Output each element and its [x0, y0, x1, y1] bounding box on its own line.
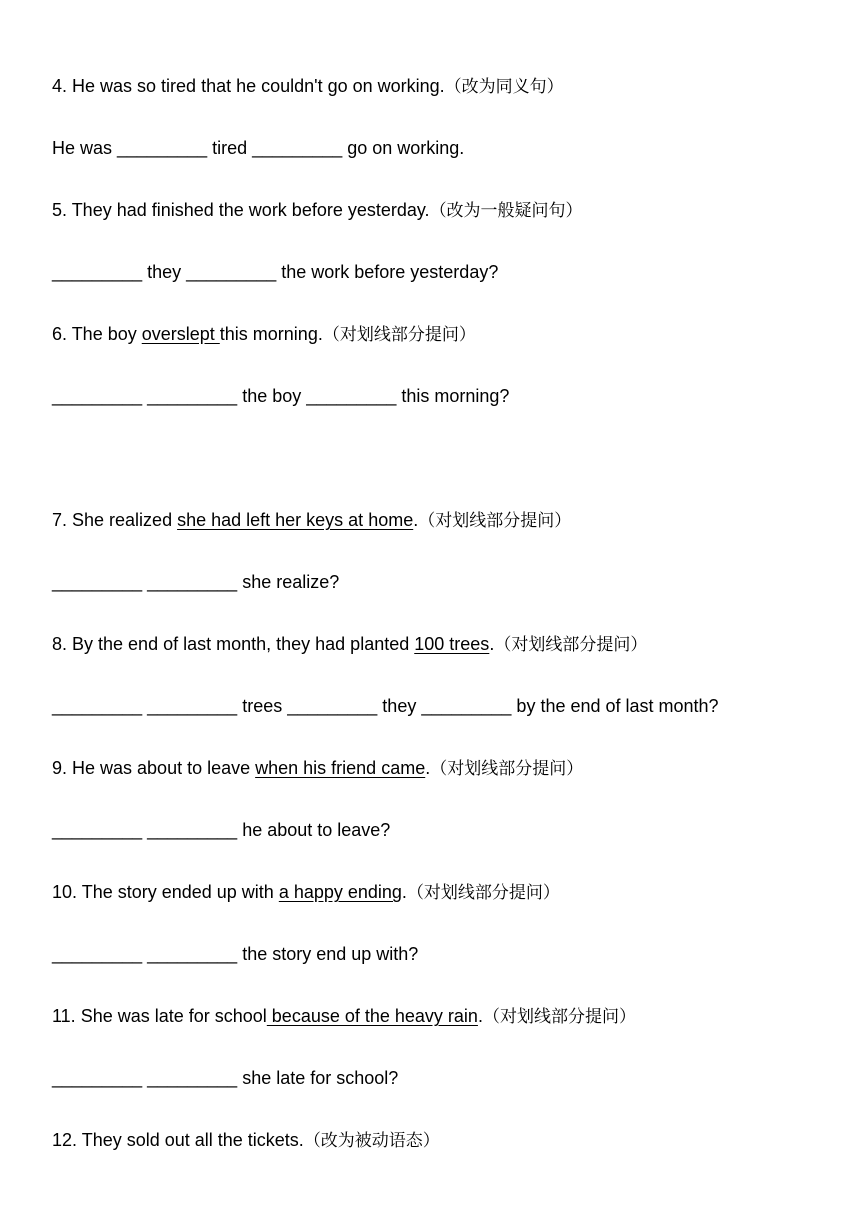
answer-6: _________ _________ the boy _________ this morning?: [52, 386, 510, 406]
instruction: （对划线部分提问）: [430, 759, 584, 779]
answer-10: _________ _________ the story end up with?: [52, 944, 419, 964]
underlined-part: because of the heavy rain: [266, 1006, 478, 1026]
question-text: 8. By the end of last month, they had planted: [52, 634, 415, 654]
question-text-tail: .: [489, 634, 495, 654]
answer-7: _________ _________ she realize?: [52, 572, 340, 592]
question-text-tail: .: [477, 1006, 483, 1026]
question-text: 12. They sold out all the tickets.: [52, 1130, 304, 1150]
question-6: [52, 322, 476, 347]
question-text: 9. He was about to leave: [52, 758, 256, 778]
underlined-part: she had left her keys at home: [177, 510, 414, 530]
question-text-tail: .: [413, 510, 419, 530]
instruction: （对划线部分提问）: [418, 511, 572, 531]
question-11: [52, 1004, 636, 1029]
underlined-part: a happy ending: [278, 882, 402, 902]
question-text: 6. The boy: [52, 324, 142, 344]
instruction: （改为一般疑问句）: [429, 201, 583, 221]
instruction: （对划线部分提问）: [494, 635, 648, 655]
question-12: [52, 1128, 440, 1153]
question-5: [52, 198, 583, 223]
question-text: 10. The story ended up with: [52, 882, 279, 902]
question-10: [52, 880, 560, 905]
question-text: 7. She realized: [52, 510, 178, 530]
question-text: 4. He was so tired that he couldn't go on working.: [52, 76, 445, 96]
question-4: [52, 74, 564, 99]
question-text-tail: .: [401, 882, 407, 902]
instruction: （对划线部分提问）: [406, 883, 560, 903]
underlined-part: overslept: [141, 324, 220, 344]
answer-9: _________ _________ he about to leave?: [52, 820, 391, 840]
question-text-tail: .: [425, 758, 431, 778]
instruction: （改为被动语态）: [303, 1131, 440, 1151]
answer-5: _________ they _________ the work before yesterday?: [52, 262, 499, 282]
underlined-part: when his friend came: [255, 758, 426, 778]
answer-4: He was _________ tired _________ go on working.: [52, 138, 465, 158]
question-text: 11. She was late for school: [52, 1006, 267, 1026]
underlined-part: 100 trees: [414, 634, 490, 654]
question-text-tail: this morning.: [219, 324, 323, 344]
question-8: [52, 632, 647, 657]
question-9: [52, 756, 583, 781]
question-7: [52, 508, 571, 533]
answer-8: _________ _________ trees _________ they _________ by the end of last month?: [52, 696, 719, 716]
question-text: 5. They had finished the work before yesterday.: [52, 200, 430, 220]
instruction: （对划线部分提问）: [482, 1007, 636, 1027]
instruction: （改为同义句）: [444, 77, 564, 97]
instruction: （对划线部分提问）: [322, 325, 476, 345]
answer-11: _________ _________ she late for school?: [52, 1068, 399, 1088]
